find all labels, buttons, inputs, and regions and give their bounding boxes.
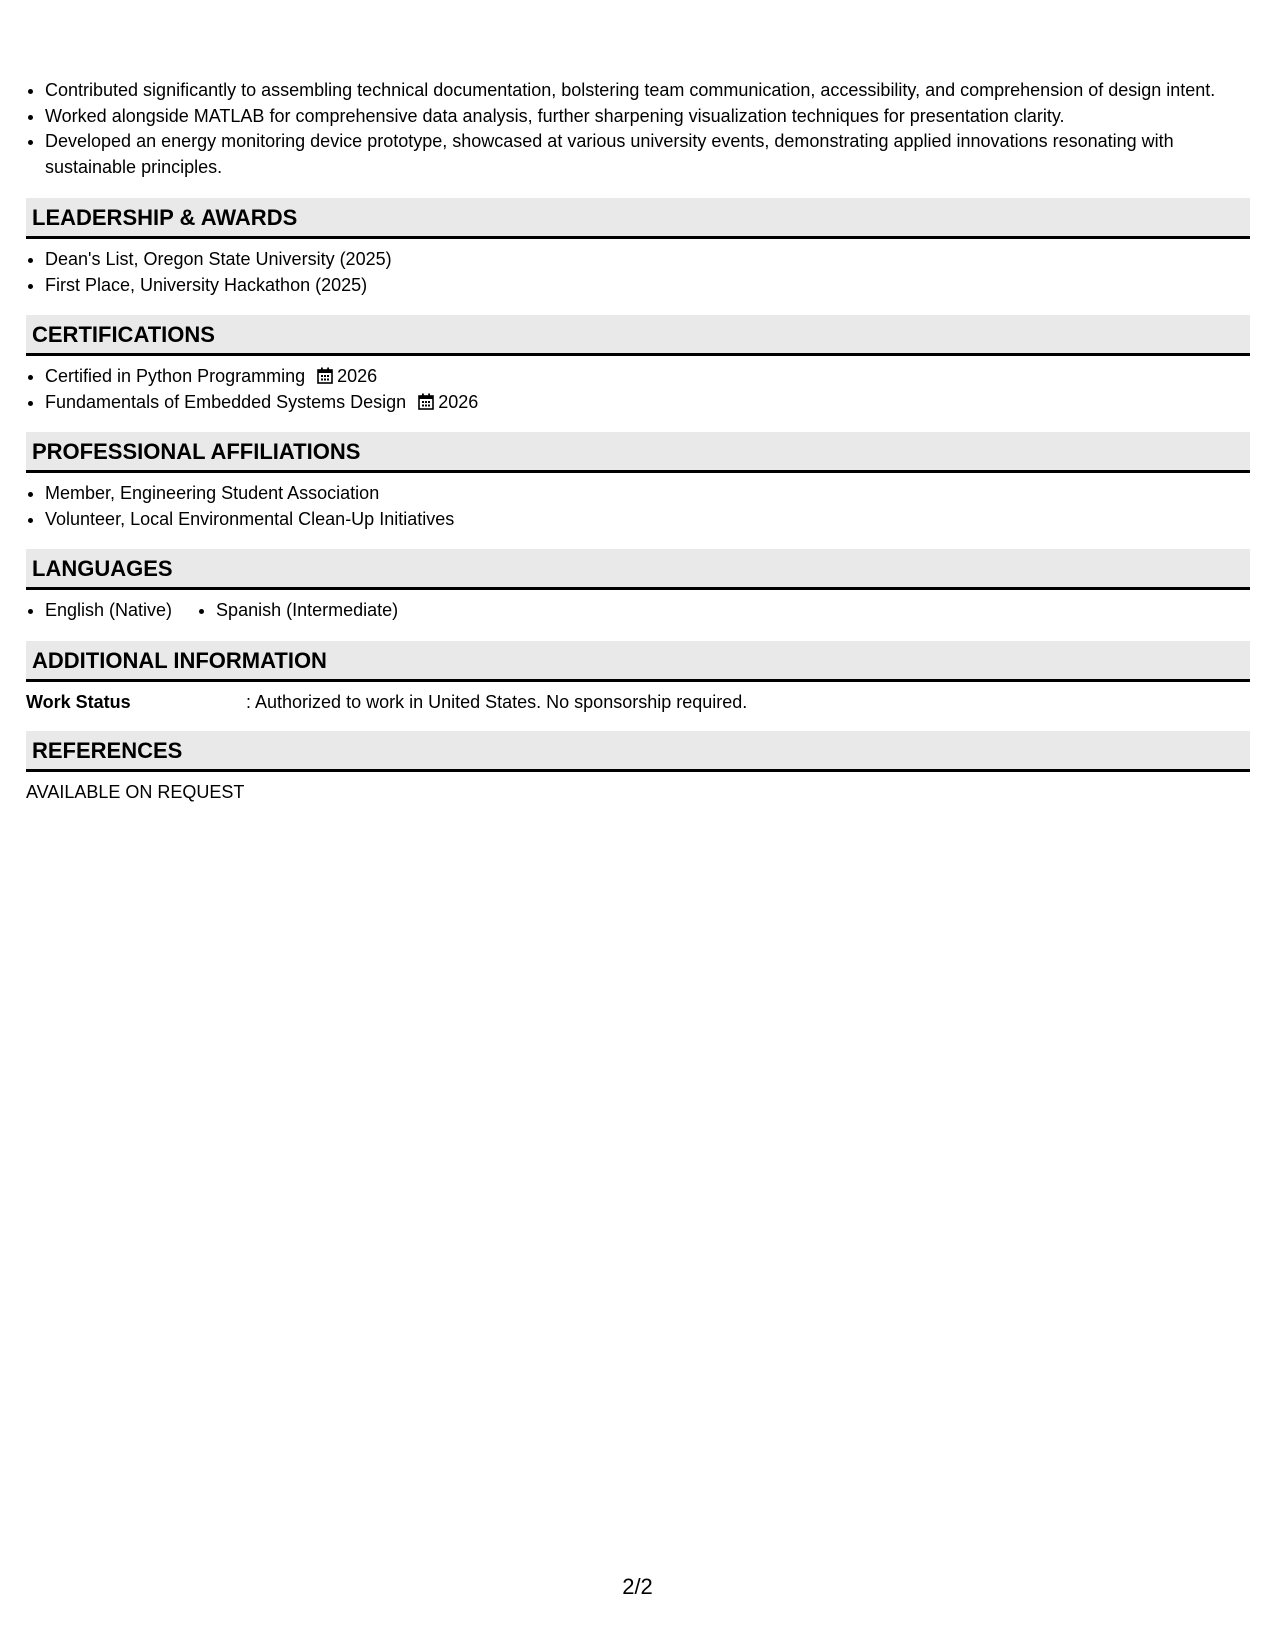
language-item: • Spanish (Intermediate) — [216, 598, 398, 624]
certifications-section — [26, 364, 1250, 415]
leadership-list — [26, 247, 1250, 298]
certification-item — [45, 364, 1250, 390]
references-section — [26, 780, 1250, 804]
affiliations-section — [26, 481, 1250, 532]
calendar-icon — [418, 393, 434, 410]
work-status-value: : Authorized to work in United States. No sponsorship required. — [246, 691, 748, 712]
page-number: 2/2 — [622, 1574, 653, 1599]
award-item: • Dean's List, Oregon State University (2025) — [45, 247, 1250, 273]
affiliation-item: • Member, Engineering Student Association — [45, 481, 1250, 507]
leadership-section — [26, 247, 1250, 298]
section-heading-references: REFERENCES — [26, 731, 1250, 772]
section-heading-leadership: LEADERSHIP & AWARDS — [26, 198, 1250, 239]
certification-date: 2026 — [337, 366, 378, 386]
affiliation-item: • Volunteer, Local Environmental Clean-Up Initiatives — [45, 507, 1250, 533]
work-status-row — [26, 690, 1250, 714]
affiliations-list — [26, 481, 1250, 532]
certification-date-wrap — [317, 364, 377, 390]
language-item: • English (Native) — [45, 598, 172, 624]
experience-bullet-list — [26, 78, 1250, 180]
experience-bullet: • Contributed significantly to assembling technical documentation, bolstering team communication, accessibility, and comprehension of design intent. — [45, 78, 1250, 104]
certification-name: Fundamentals of Embedded Systems Design — [45, 391, 407, 412]
certification-date: 2026 — [438, 391, 479, 412]
languages-list — [26, 598, 1250, 624]
section-heading-affiliations: PROFESSIONAL AFFILIATIONS — [26, 432, 1250, 473]
work-status-label: Work Status — [26, 691, 131, 712]
additional-information-section — [26, 690, 1250, 714]
experience-bullet: • Worked alongside MATLAB for comprehensive data analysis, further sharpening visualization techniques for presentation clarity. — [45, 104, 1250, 130]
calendar-icon — [317, 367, 333, 384]
resume-page — [26, 78, 1250, 821]
section-heading-certifications: CERTIFICATIONS — [26, 315, 1250, 356]
certification-date-wrap — [418, 390, 478, 416]
section-heading-additional-information: ADDITIONAL INFORMATION — [26, 641, 1250, 682]
award-item: • First Place, University Hackathon (2025) — [45, 273, 1250, 299]
certification-item — [45, 390, 1250, 416]
references-text: AVAILABLE ON REQUEST — [26, 781, 245, 802]
languages-section — [26, 598, 1250, 624]
certifications-list — [26, 364, 1250, 415]
experience-bullet: • Developed an energy monitoring device prototype, showcased at various university events, demonstrating applied innovations resonating with sustainable principles. — [45, 129, 1250, 180]
section-heading-languages: LANGUAGES — [26, 549, 1250, 590]
certification-name: Certified in Python Programming — [45, 366, 306, 386]
